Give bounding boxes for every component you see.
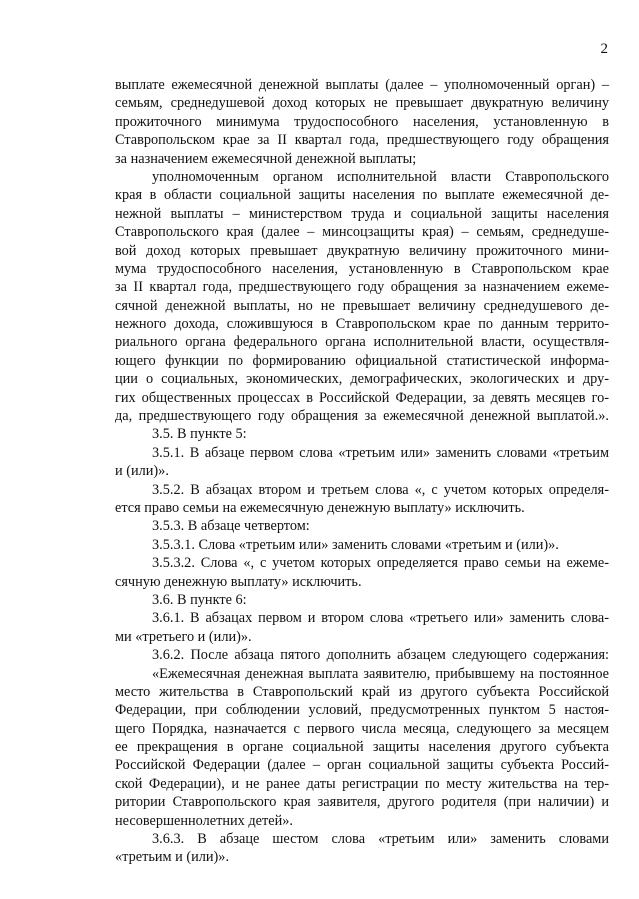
text-line: Ставропольском крае за II квартал года, предшествующего году обращения bbox=[115, 132, 609, 149]
text-line: щего Порядка, назначается с первого числа месяца, следующего за месяцем bbox=[115, 720, 609, 737]
text-line: ми «третьего и (или)». bbox=[115, 628, 252, 645]
text-line: прожиточного минимума трудоспособного населения, установленную в bbox=[115, 113, 609, 130]
text-line: 3.6.2. После абзаца пятого дополнить абзацем следующего содержания: bbox=[152, 647, 609, 664]
text-line: Федерации, при соблюдении условий, предусмотренных пунктом 5 настоя- bbox=[115, 702, 609, 719]
text-line: ской Федерации), и не ранее даты регистрации по месту жительства на тер- bbox=[115, 775, 609, 792]
text-line: 3.6.1. В абзацах первом и втором слова «третьего или» заменить слова- bbox=[152, 610, 609, 627]
text-line: 3.6.3. В абзаце шестом слова «третьим или» заменить словами bbox=[152, 831, 609, 848]
text-line: сячную денежную выплату» исключить. bbox=[115, 573, 362, 590]
text-line: края в области социальной защиты населения по выплате ежемесячной де- bbox=[115, 187, 609, 204]
text-line: «Ежемесячная денежная выплата заявителю, прибывшему на постоянное bbox=[152, 665, 609, 682]
text-line: ется право семьи на ежемесячную денежную выплату» исключить. bbox=[115, 499, 525, 516]
text-line: ющего функции по формированию официальной статистической информа- bbox=[115, 352, 609, 369]
text-line: семьям, среднедушевой доход которых не превышает двукратную величину bbox=[115, 95, 609, 112]
text-line: 3.5.3. В абзаце четвертом: bbox=[152, 518, 310, 535]
text-line: 3.6. В пункте 6: bbox=[152, 591, 247, 608]
text-line: выплате ежемесячной денежной выплаты (далее – уполномоченный орган) – bbox=[115, 77, 609, 93]
text-line: Российской Федерации (далее – орган социальной защиты субъекта Россий- bbox=[115, 757, 609, 774]
text-line: риального органа федерального органа исполнительной власти, осуществля- bbox=[115, 334, 609, 351]
text-line: вой доход которых превышает двукратную величину прожиточного мини- bbox=[115, 242, 609, 259]
text-line: ее прекращения в органе социальной защиты населения другого субъекта bbox=[115, 739, 609, 756]
text-line: несовершеннолетних детей». bbox=[115, 812, 293, 829]
text-line: гих общественных процессах в Российской Федерации, за девять месяцев го- bbox=[115, 389, 609, 406]
text-line: нежной выплаты – министерством труда и социальной защиты населения bbox=[115, 205, 609, 222]
text-line: 3.5.3.2. Слова «, с учетом которых определяется право семьи на ежеме- bbox=[152, 555, 609, 572]
text-line: за II квартал года, предшествующего году обращения за назначением ежеме- bbox=[115, 279, 609, 296]
text-line: «третьим и (или)». bbox=[115, 849, 230, 866]
text-line: ции о социальных, экономических, демографических, экологических и дру- bbox=[115, 371, 609, 388]
text-line: за назначением ежемесячной денежной выплаты; bbox=[115, 150, 417, 167]
text-line: 3.5.3.1. Слова «третьим или» заменить словами «третьим и (или)». bbox=[152, 536, 559, 553]
text-line: мума трудоспособного населения, установленную в Ставропольском крае bbox=[115, 260, 609, 277]
text-line: уполномоченным органом исполнительной власти Ставропольского bbox=[152, 168, 609, 185]
text-line: Ставропольского края (далее – минсоцзащиты края) – семьям, среднедуше- bbox=[115, 224, 609, 241]
document-body bbox=[115, 76, 609, 867]
text-line: 3.5.1. В абзаце первом слова «третьим или» заменить словами «третьим bbox=[152, 444, 609, 461]
text-line: 3.5.2. В абзацах втором и третьем слова «, с учетом которых определя- bbox=[152, 481, 609, 498]
text-line: и (или)». bbox=[115, 463, 169, 480]
text-line: место жительства в Ставропольский край из другого субъекта Российской bbox=[115, 683, 609, 700]
page-number: 2 bbox=[600, 41, 608, 57]
text-line: да, предшествующего году обращения за ежемесячной денежной выплатой.». bbox=[115, 408, 609, 425]
text-line: нежного дохода, сложившуюся в Ставропольском крае по данным террито- bbox=[115, 316, 609, 333]
text-line: сячной денежной выплаты, но не превышает величину среднедушевого де- bbox=[115, 297, 609, 314]
text-line: 3.5. В пункте 5: bbox=[152, 426, 247, 443]
text-line: ритории Ставропольского края заявителя, другого родителя (при наличии) и bbox=[115, 794, 609, 811]
